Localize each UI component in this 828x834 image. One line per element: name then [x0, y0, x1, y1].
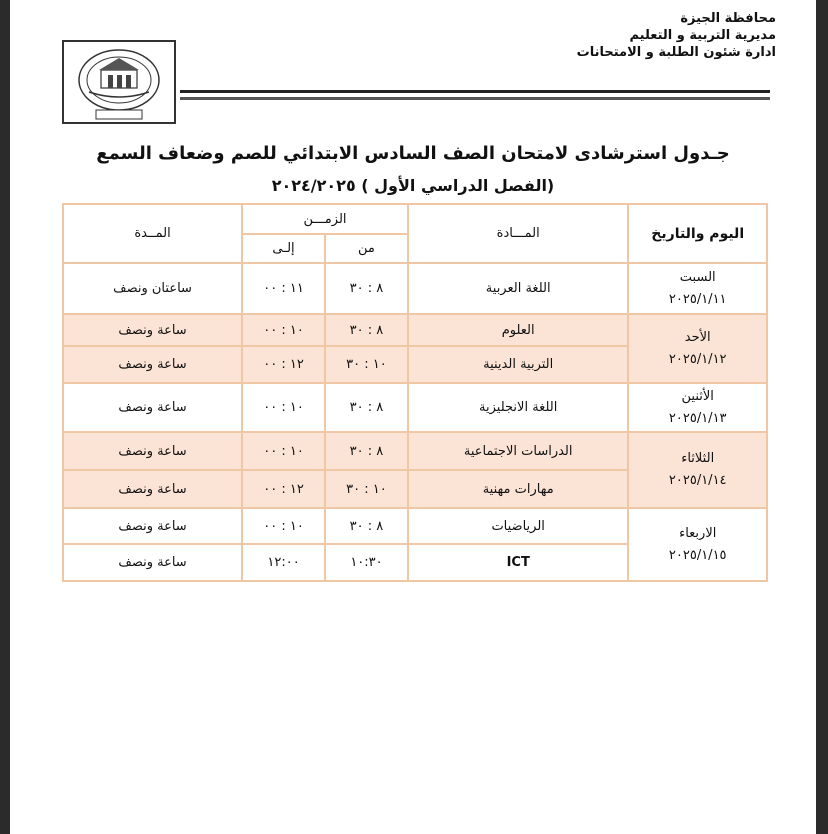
header-duration: المــدة	[63, 204, 242, 263]
time-to-cell: ١٠ : ٠٠	[242, 314, 325, 346]
time-from-cell: ٨ : ٣٠	[325, 263, 408, 314]
header-rule	[180, 90, 770, 102]
subject-cell: مهارات مهنية	[408, 470, 629, 508]
day-name: الثلاثاء	[681, 451, 715, 466]
time-from-cell: ٨ : ٣٠	[325, 432, 408, 470]
duration-cell: ساعة ونصف	[63, 508, 242, 544]
subject-cell: اللغة الانجليزية	[408, 383, 629, 432]
subject-cell: اللغة العربية	[408, 263, 629, 314]
time-to-cell: ١٢:٠٠	[242, 544, 325, 581]
subject-cell: الرياضيات	[408, 508, 629, 544]
emblem-logo	[62, 40, 176, 124]
duration-cell: ساعة ونصف	[63, 470, 242, 508]
page-subtitle: (الفصل الدراسي الأول ) ٢٠٢٤/٢٠٢٥	[271, 176, 555, 195]
time-to-cell: ١١ : ٠٠	[242, 263, 325, 314]
day-date: ٢٠٢٥/١/١٥	[668, 547, 727, 563]
day-name: السبت	[679, 269, 716, 285]
subject-cell: التربية الدينية	[408, 346, 629, 383]
time-to-cell: ١٠ : ٠٠	[242, 432, 325, 470]
time-from-cell: ٨ : ٣٠	[325, 383, 408, 432]
day-cell	[628, 383, 767, 432]
time-from-cell: ١٠ : ٣٠	[325, 470, 408, 508]
day-cell	[628, 263, 767, 314]
table-row	[63, 432, 767, 470]
time-to-cell: ١٠ : ٠٠	[242, 508, 325, 544]
administration-label: ادارة شئون الطلبة و الامتحانات	[576, 45, 776, 60]
header-subject: المـــادة	[408, 204, 629, 263]
day-date: ٢٠٢٥/١/١٤	[668, 473, 727, 488]
day-cell	[628, 432, 767, 508]
header-block	[366, 10, 776, 61]
day-cell	[628, 314, 767, 383]
table-row	[63, 383, 767, 432]
duration-cell: ساعة ونصف	[63, 383, 242, 432]
time-to-cell: ١٠ : ٠٠	[242, 383, 325, 432]
duration-cell: ساعة ونصف	[63, 314, 242, 346]
subject-cell: الدراسات الاجتماعية	[408, 432, 629, 470]
document-page	[10, 0, 816, 834]
time-to-cell: ١٢ : ٠٠	[242, 470, 325, 508]
day-name: الأثنين	[681, 388, 714, 404]
time-from-cell: ١٠:٣٠	[325, 544, 408, 581]
header-time: الزمـــن	[242, 204, 408, 234]
page-title: جـدول استرشادى لامتحان الصف السادس الابتدائي للصم وضعاف السمع	[96, 143, 730, 164]
directorate-label: مديرية التربية و التعليم	[629, 28, 776, 43]
day-name: الاربعاء	[679, 525, 717, 541]
subject-cell: ICT	[408, 544, 629, 581]
logo-graphic	[64, 42, 174, 122]
duration-cell: ساعة ونصف	[63, 544, 242, 581]
time-from-cell: ٨ : ٣٠	[325, 508, 408, 544]
day-date: ٢٠٢٥/١/١٢	[668, 351, 727, 367]
exam-schedule-table	[62, 203, 768, 582]
table-row	[63, 263, 767, 314]
governorate-label: محافظة الجيزة	[680, 11, 776, 26]
header-from: من	[325, 234, 408, 263]
time-from-cell: ٨ : ٣٠	[325, 314, 408, 346]
day-date: ٢٠٢٥/١/١٣	[668, 410, 727, 426]
table-row	[63, 314, 767, 346]
day-name: الأحد	[684, 329, 711, 345]
duration-cell: ساعة ونصف	[63, 346, 242, 383]
day-cell	[628, 508, 767, 581]
subject-cell: العلوم	[408, 314, 629, 346]
duration-cell: ساعتان ونصف	[63, 263, 242, 314]
duration-cell: ساعة ونصف	[63, 432, 242, 470]
schedule-body	[63, 263, 767, 581]
time-to-cell: ١٢ : ٠٠	[242, 346, 325, 383]
table-row	[63, 508, 767, 544]
time-from-cell: ١٠ : ٣٠	[325, 346, 408, 383]
header-to: إلـى	[242, 234, 325, 263]
header-day-date: اليوم والتاريخ	[628, 204, 767, 263]
day-date: ٢٠٢٥/١/١١	[668, 291, 727, 307]
